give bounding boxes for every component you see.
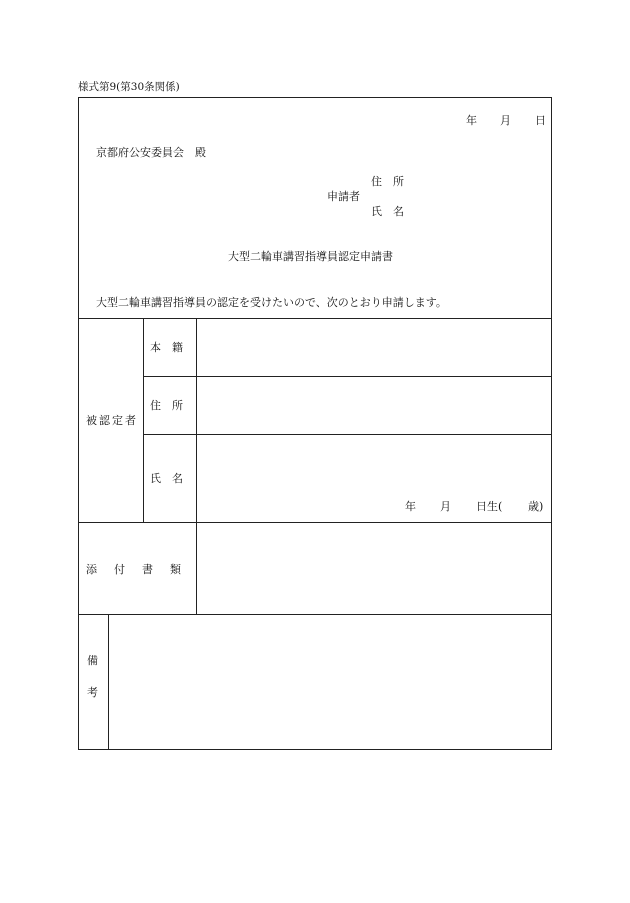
birth-month-label: 月: [440, 500, 451, 513]
divider-domicile: [143, 376, 552, 377]
remarks-label-1: 備: [87, 654, 98, 667]
applicant-address-input[interactable]: [410, 173, 546, 189]
document-title: 大型二輪車講習指導員認定申請書: [228, 250, 393, 263]
age-input[interactable]: [506, 498, 526, 514]
date-month-label: 月: [500, 114, 511, 127]
date-year-input[interactable]: [436, 112, 464, 128]
date-year-label: 年: [466, 114, 477, 127]
name-label: 氏 名: [150, 472, 183, 485]
birth-day-label: 日生(: [476, 500, 503, 513]
remarks-label-2: 考: [87, 686, 98, 699]
birth-year-input[interactable]: [373, 498, 403, 514]
address-input[interactable]: [202, 397, 544, 415]
birth-day-input[interactable]: [454, 498, 474, 514]
date-month-input[interactable]: [479, 112, 498, 128]
divider-remarks-label: [108, 614, 109, 750]
date-day-label: 日: [535, 114, 546, 127]
divider-attachments-label: [196, 522, 197, 614]
address-label: 住 所: [150, 399, 183, 412]
divider-certified: [78, 522, 552, 523]
applicant-address-label: 住 所: [371, 175, 404, 188]
divider-header: [78, 318, 552, 319]
domicile-label: 本 籍: [150, 341, 183, 354]
divider-address: [143, 434, 552, 435]
applicant-label: 申請者: [327, 190, 360, 203]
domicile-input[interactable]: [202, 339, 544, 357]
birth-month-input[interactable]: [418, 498, 438, 514]
date-day-input[interactable]: [514, 112, 533, 128]
form-number: 様式第9(第30条関係): [78, 81, 180, 93]
applicant-name-label: 氏 名: [371, 205, 404, 218]
name-input[interactable]: [202, 465, 544, 483]
attachments-label: 添 付 書 類: [86, 563, 184, 576]
applicant-name-input[interactable]: [410, 203, 546, 219]
divider-certified-fields: [196, 318, 197, 522]
certified-person-label: 被認定者: [86, 414, 138, 427]
divider-certified-label: [143, 318, 144, 522]
divider-attachments: [78, 614, 552, 615]
attachments-input[interactable]: [202, 528, 546, 608]
addressee: 京都府公安委員会 殿: [96, 146, 206, 159]
application-statement: 大型二輪車講習指導員の認定を受けたいので、次のとおり申請します。: [96, 296, 447, 309]
remarks-input[interactable]: [114, 620, 546, 744]
birth-year-label: 年: [405, 500, 416, 513]
age-label: 歳): [528, 500, 544, 513]
